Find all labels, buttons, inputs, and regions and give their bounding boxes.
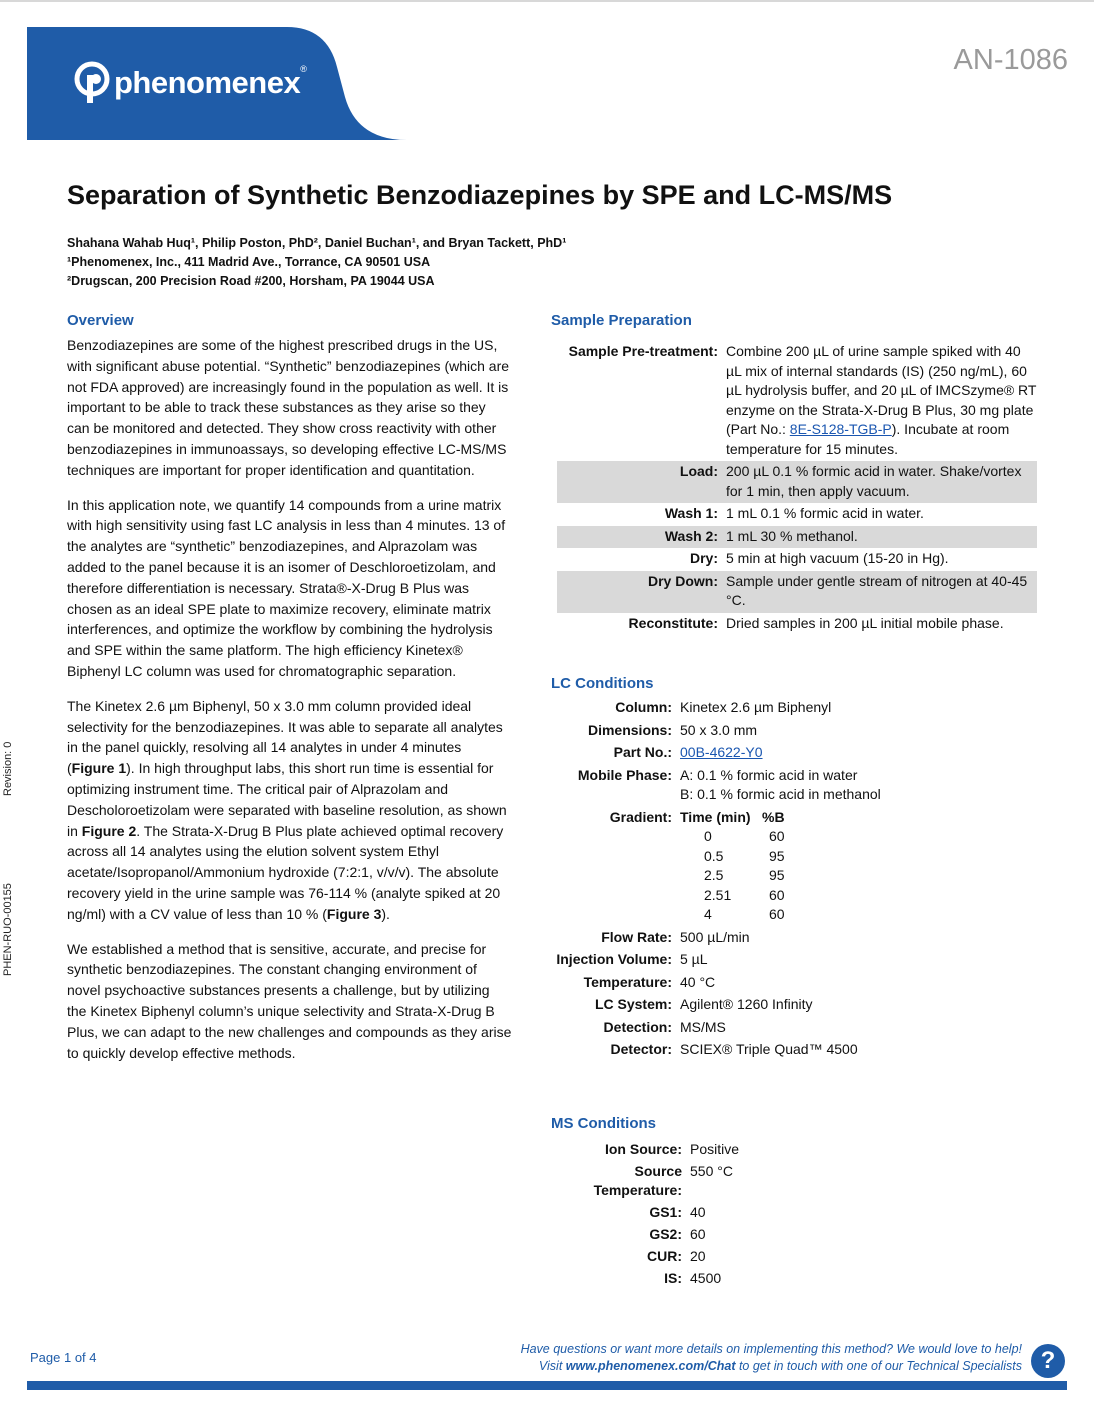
page-title: Separation of Synthetic Benzodiazepines by SPE and LC-MS/MS [67,180,893,210]
lc-conditions-table [551,698,1051,1063]
lc-detection-value: MS/MS [680,1018,726,1035]
gradient-b: 60 [769,886,785,903]
sample-prep-heading: Sample Preparation [551,312,692,329]
help-visit: Visit [538,1359,566,1373]
registered-mark: ® [300,64,307,74]
sp-row-pretreatment [557,341,1037,461]
ms-label: Ion Source: [604,1140,682,1157]
lc-gradient-table [680,808,1051,925]
gradient-row [680,847,1051,867]
sp-pretreat-text-a: Combine 200 µL of urine sample spiked with 40 µL mix of internal standards (IS) (250 ng/mL), 60 µL hydrolysis buffer, and 20 µL of IMCSzyme® RT enzyme on the Strata-X-Drug B Plus, 30 mg plate (Part No.: [726,343,1037,437]
affiliation-2: ²Drugscan, 200 Precision Road #200, Horsham, PA 19044 USA [67,274,435,288]
lc-temperature-label: Temperature: [583,973,672,990]
sp-row-wash1 [557,503,1037,526]
overview-section [67,312,512,1077]
lc-system-label: LC System: [594,996,672,1012]
sp-dry-value: 5 min at high vacuum (15-20 in Hg). [726,550,949,566]
lc-mobile-phase-a: A: 0.1 % formic acid in water [680,766,858,783]
lc-row-injection [551,950,1051,973]
lc-flow-label: Flow Rate: [601,928,672,945]
overview-paragraph-3 [67,696,512,925]
sp-wash2-label: Wash 2: [664,527,718,544]
lc-dimensions-value: 50 x 3.0 mm [680,721,758,738]
overview-heading: Overview [67,312,134,329]
gradient-time: 2.51 [704,886,732,903]
lc-row-column [551,698,1051,721]
lc-injection-label: Injection Volume: [556,951,672,967]
sp-row-reconstitute [557,613,1037,636]
sp-row-dry [557,548,1037,571]
p3-text-a: The Kinetex 2.6 µm Biphenyl, 50 x 3.0 mm column provided ideal selectivity for the benzodiazepines. It was able to separate all analytes in the panel quickly, resolving all 14 analytes in under 4 minutes ( [67,697,503,777]
question-icon[interactable]: ? [1031,1344,1065,1378]
figure-2-ref: Figure 2 [81,822,137,839]
sp-row-drydown [557,571,1037,613]
doc-number: AN-1086 [953,44,1068,76]
sp-wash1-value: 1 mL 0.1 % formic acid in water. [726,505,924,521]
gradient-col-b: %B [762,808,785,825]
revision-label: Revision: 0 [2,741,14,796]
lc-part-value [680,743,1051,763]
affiliation-1: ¹Phenomenex, Inc., 411 Madrid Ave., Torrance, CA 90501 USA [67,255,431,269]
lc-detector-label: Detector: [610,1041,672,1057]
ms-row [551,1269,1051,1291]
ms-value: 40 [690,1204,706,1220]
lc-row-flow [551,928,1051,951]
gradient-time: 0.5 [704,847,724,864]
ms-value: 550 °C [690,1162,733,1179]
sp-reconstitute-label: Reconstitute: [628,614,718,631]
gradient-time: 0 [704,828,712,844]
lc-system-value: Agilent® 1260 Infinity [680,996,813,1012]
lc-detector-value: SCIEX® Triple Quad™ 4500 [680,1041,858,1057]
help-text [521,1341,1022,1375]
sp-drydown-value: Sample under gentle stream of nitrogen at 40-45 °C. [726,572,1028,608]
methods-column [551,312,1051,1291]
lc-mobile-phase-label: Mobile Phase: [577,766,672,783]
ms-row [551,1162,1051,1204]
p3-text-b: ). In high throughput labs, this short run time is essential for optimizing instrument time. The critical pair of Alprazolam and Descholoroetizolam were separated with baseline resolution, as shown in [67,760,507,839]
lc-gradient-label: Gradient: [609,808,672,825]
ms-value: 20 [690,1248,706,1264]
top-rule [0,0,1094,2]
sp-pretreatment-label: Sample Pre-treatment: [568,343,718,359]
lc-column-label: Column: [615,699,672,715]
sp-row-wash2 [557,526,1037,549]
lc-injection-value: 5 µL [680,951,708,967]
gradient-b: 95 [769,847,785,864]
lc-row-temperature [551,973,1051,996]
ms-label: GS1: [649,1204,682,1220]
sp-part-link[interactable]: 8E-S128-TGB-P [789,421,892,437]
ms-heading: MS Conditions [551,1114,656,1132]
lc-row-system [551,995,1051,1018]
sp-wash2-value: 1 mL 30 % methanol. [726,527,858,544]
overview-paragraph-4: We established a method that is sensitive, accurate, and precise for synthetic benzodiazepines. The constant changing environment of novel psychoactive substances presents a challenge, but by utilizing the Kinetex Biphenyl column’s unique selectivity and Strata-X-Drug B Plus, we can adapt to the new challenges and compounds as they arise to quickly develop effective methods. [67,940,512,1061]
gradient-row [680,886,1051,906]
sp-reconstitute-value: Dried samples in 200 µL initial mobile phase. [726,614,1004,631]
lc-row-detector [551,1040,1051,1063]
sp-dry-label: Dry: [689,550,718,566]
gradient-row [680,827,1051,847]
brand-name: phenomenex [114,65,301,100]
p3-text-c: . The Strata-X-Drug B Plus plate achieved optimal recovery across all 14 analytes using the elution solvent system Ethyl acetate/Isopropanol/Ammonium hydroxide (7:2:1, v/v/v). The absolute recovery yield in the urine sample was 76-114 % (analyte spiked at 20 ng/ml) with a CV value of less than 10 % ( [67,822,504,922]
ms-value: 4500 [690,1270,722,1286]
help-rest: to get in touch with one of our Technical Specialists [735,1359,1022,1373]
author-names: Shahana Wahab Huq¹, Philip Poston, PhD², Daniel Buchan¹, and Bryan Tackett, PhD¹ [67,236,567,250]
authors-block [67,234,566,291]
ms-conditions-table [551,1140,1051,1292]
ms-row [551,1140,1051,1162]
overview-paragraph-1: Benzodiazepines are some of the highest prescribed drugs in the US, with significant abuse potential. “Synthetic” benzodiazepines (which are not FDA approved) are increasingly found in the population as well. It is important to be able to track these substances as they arise so they can be monitored and detected. They show cross reactivity with other benzodiazepines in immunoassays, so developing effective LC-MS/MS techniques are important for proper identification and quantitation. [67,337,510,478]
gradient-b: 60 [769,906,785,922]
gradient-row [680,866,1051,886]
sp-drydown-label: Dry Down: [648,572,718,589]
sp-wash1-label: Wash 1: [664,505,718,521]
figure-3-ref: Figure 3 [326,905,382,922]
p3-text-d: ). [381,905,390,922]
page-number: Page 1 of 4 [30,1350,97,1365]
chat-link[interactable]: www.phenomenex.com/Chat [565,1359,736,1373]
gradient-b: 60 [769,828,785,844]
phenomenex-p-icon [72,61,112,105]
sp-load-value: 200 µL 0.1 % formic acid in water. Shake/vortex for 1 min, then apply vacuum. [726,463,1022,499]
gradient-header [680,808,1051,828]
lc-mobile-phase-b: B: 0.1 % formic acid in methanol [680,786,881,802]
ms-row [551,1225,1051,1247]
ms-value: Positive [690,1140,740,1157]
doc-code-label: PHEN-RUO-00155 [2,883,14,976]
gradient-col-time: Time (min) [680,808,751,825]
lc-part-label: Part No.: [613,744,672,760]
ms-label: CUR: [647,1248,682,1264]
overview-paragraph-2: In this application note, we quantify 14 compounds from a urine matrix with high sensitivity using fast LC analysis in less than 4 minutes. 13 of the analytes are “synthetic” benzodiazepines, and Alprazolam was added to the panel because it is an isomer of Deschloroetizolam, and therefore differentiation is necessary. Strata®-X-Drug B Plus was chosen as an ideal SPE plate to maximize recovery, eliminate matrix interferences, and optimize the workflow by combining the hydrolysis and SPE within the same platform. The high efficiency Kinetex® Biphenyl LC column was used for chromatographic separation. [67,496,506,679]
ms-row [551,1247,1051,1269]
lc-row-part [551,743,1051,766]
lc-flow-value: 500 µL/min [680,928,750,945]
sp-pretreatment-value [726,342,1037,459]
help-line-2 [521,1358,1022,1375]
help-line-1: Have questions or want more details on implementing this method? We would love to help! [520,1342,1022,1356]
brand-logo [72,60,307,106]
figure-1-ref: Figure 1 [71,760,127,777]
ms-label: IS: [664,1270,682,1286]
lc-dimensions-label: Dimensions: [587,721,672,738]
lc-part-link[interactable]: 00B-4622-Y0 [680,744,763,760]
lc-row-dimensions [551,721,1051,744]
lc-mobile-phase-value [680,766,1051,805]
lc-row-gradient [551,808,1051,928]
lc-column-value: Kinetex 2.6 µm Biphenyl [680,699,832,715]
ms-label: GS2: [649,1226,682,1242]
ms-row [551,1203,1051,1225]
ms-value: 60 [690,1226,706,1242]
lc-row-detection [551,1018,1051,1041]
sp-load-label: Load: [679,463,718,479]
gradient-time: 2.5 [704,867,724,883]
gradient-time: 4 [704,906,712,922]
sp-row-load [557,461,1037,503]
ms-label: Source Temperature: [593,1162,682,1198]
lc-detection-label: Detection: [603,1018,672,1035]
lc-temperature-value: 40 °C [680,973,716,990]
sp-pretreat-text-b: ). Incubate at room temperature for 15 minutes. [726,421,1010,457]
lc-heading: LC Conditions [551,675,654,692]
gradient-row [680,905,1051,925]
lc-row-mobile-phase [551,766,1051,808]
footer-bar [27,1381,1067,1390]
gradient-b: 95 [769,867,785,883]
sample-prep-table [557,341,1037,635]
